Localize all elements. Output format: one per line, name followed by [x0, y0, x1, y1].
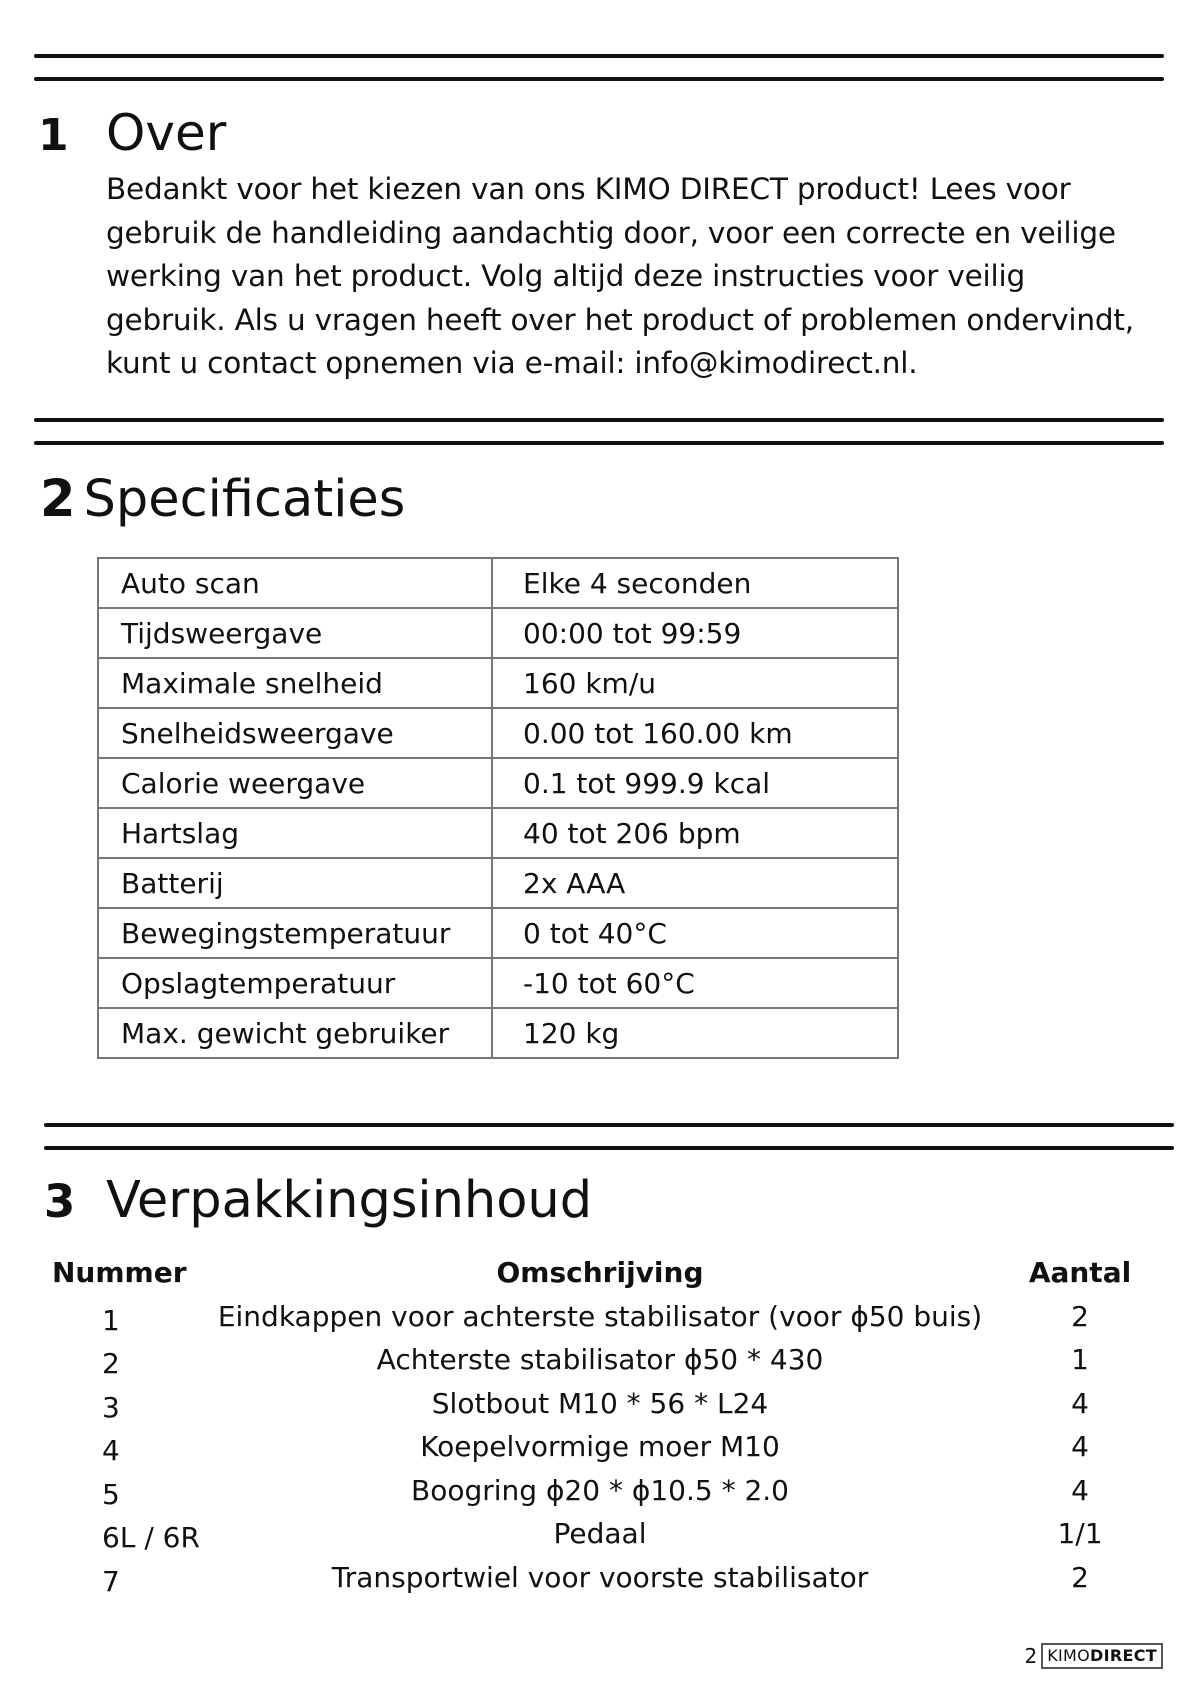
- table-row: [50, 1561, 1130, 1605]
- item-quantity: 4: [1071, 1430, 1089, 1463]
- spec-value: -10 tot 60°C: [492, 958, 898, 1008]
- spec-label: Auto scan: [98, 558, 492, 608]
- item-description: Eindkappen voor achterste stabilisator (voor ϕ50 buis): [217, 1299, 983, 1333]
- section-verpakkingsinhoud-title: [44, 1171, 593, 1230]
- header-number: Nummer: [52, 1256, 187, 1289]
- item-number: 4: [102, 1434, 120, 1467]
- item-number: 3: [102, 1390, 120, 1424]
- section-number: 3: [44, 1175, 76, 1228]
- spec-row: [98, 908, 898, 958]
- item-description: Boogring ϕ20 * ϕ10.5 * 2.0: [411, 1473, 789, 1507]
- spec-row: [98, 658, 898, 708]
- divider: [44, 1146, 1174, 1150]
- item-number: 1: [102, 1303, 120, 1337]
- table-header-row: [50, 1256, 1130, 1300]
- section-over-title: [38, 104, 227, 162]
- table-row: [50, 1343, 1130, 1387]
- page-number: 2: [1024, 1644, 1038, 1668]
- spec-value: 0.1 tot 999.9 kcal: [492, 758, 898, 808]
- spec-row: [98, 958, 898, 1008]
- spec-label: Max. gewicht gebruiker: [98, 1008, 492, 1058]
- section-title-text: Specificaties: [83, 470, 406, 529]
- header-quantity: Aantal: [1028, 1256, 1132, 1289]
- item-quantity: 2: [1071, 1299, 1089, 1333]
- spec-value: 0.00 tot 160.00 km: [492, 708, 898, 758]
- spec-row: [98, 758, 898, 808]
- spec-value: 2x AAA: [492, 858, 898, 908]
- item-number: 2: [102, 1347, 120, 1380]
- item-number: 5: [102, 1477, 120, 1511]
- section-number: 1: [38, 110, 69, 161]
- spec-label: Batterij: [98, 858, 492, 908]
- section-title-text: Verpakkingsinhoud: [106, 1171, 593, 1230]
- spec-row: [98, 708, 898, 758]
- spec-label: Snelheidsweergave: [98, 708, 492, 758]
- table-row: [50, 1430, 1130, 1474]
- table-row: [50, 1474, 1130, 1518]
- spec-label: Hartslag: [98, 808, 492, 858]
- item-description: Koepelvormige moer M10: [420, 1430, 780, 1463]
- divider: [34, 77, 1164, 81]
- spec-label: Tijdsweergave: [98, 608, 492, 658]
- item-quantity: 2: [1071, 1560, 1089, 1594]
- item-number: 7: [102, 1564, 120, 1598]
- spec-label: Bewegingstemperatuur: [98, 908, 492, 958]
- spec-label: Maximale snelheid: [98, 658, 492, 708]
- spec-row: [98, 858, 898, 908]
- item-quantity: 1: [1071, 1343, 1089, 1376]
- spec-row: [98, 808, 898, 858]
- table-row: [50, 1387, 1130, 1431]
- divider: [44, 1123, 1174, 1127]
- page-footer: [1025, 1643, 1164, 1669]
- spec-row: [98, 1008, 898, 1058]
- spec-value: 0 tot 40°C: [492, 908, 898, 958]
- divider: [34, 418, 1164, 422]
- item-quantity: 4: [1071, 1386, 1089, 1420]
- intro-paragraph: Bedankt voor het kiezen van ons KIMO DIRECT product! Lees voor gebruik de handleiding aandachtig door, voor een correcte en veilige werking van het product. Volg altijd deze instructies voor veilig gebruik. Als u vragen heeft over het product of problemen ondervindt, kunt u contact opnemen via e-mail: info@kimodirect.nl.: [106, 172, 1134, 380]
- divider: [34, 54, 1164, 58]
- spec-value: 00:00 tot 99:59: [492, 608, 898, 658]
- spec-label: Opslagtemperatuur: [98, 958, 492, 1008]
- kimodirect-logo: KIMODIRECT: [1041, 1643, 1163, 1669]
- spec-value: Elke 4 seconden: [492, 558, 898, 608]
- specifications-table: [97, 557, 899, 1059]
- section-title-text: Over: [106, 104, 227, 162]
- header-description: Omschrijving: [496, 1256, 704, 1289]
- table-row: [50, 1300, 1130, 1344]
- item-quantity: 1/1: [1057, 1517, 1103, 1550]
- item-description: Slotbout M10 * 56 * L24: [431, 1386, 769, 1420]
- table-row: [50, 1517, 1130, 1561]
- item-quantity: 4: [1071, 1473, 1089, 1507]
- spec-value: 160 km/u: [492, 658, 898, 708]
- item-description: Pedaal: [553, 1517, 647, 1550]
- spec-row: [98, 558, 898, 608]
- spec-label: Calorie weergave: [98, 758, 492, 808]
- divider: [34, 441, 1164, 445]
- item-description: Achterste stabilisator ϕ50 * 430: [376, 1343, 824, 1376]
- spec-value: 40 tot 206 bpm: [492, 808, 898, 858]
- spec-value: 120 kg: [492, 1008, 898, 1058]
- item-number: 6L / 6R: [102, 1521, 200, 1554]
- section-number: 2: [40, 470, 76, 529]
- item-description: Transportwiel voor voorste stabilisator: [331, 1560, 869, 1594]
- section-specificaties-title: [40, 470, 406, 529]
- spec-row: [98, 608, 898, 658]
- package-contents-table: [50, 1256, 1130, 1604]
